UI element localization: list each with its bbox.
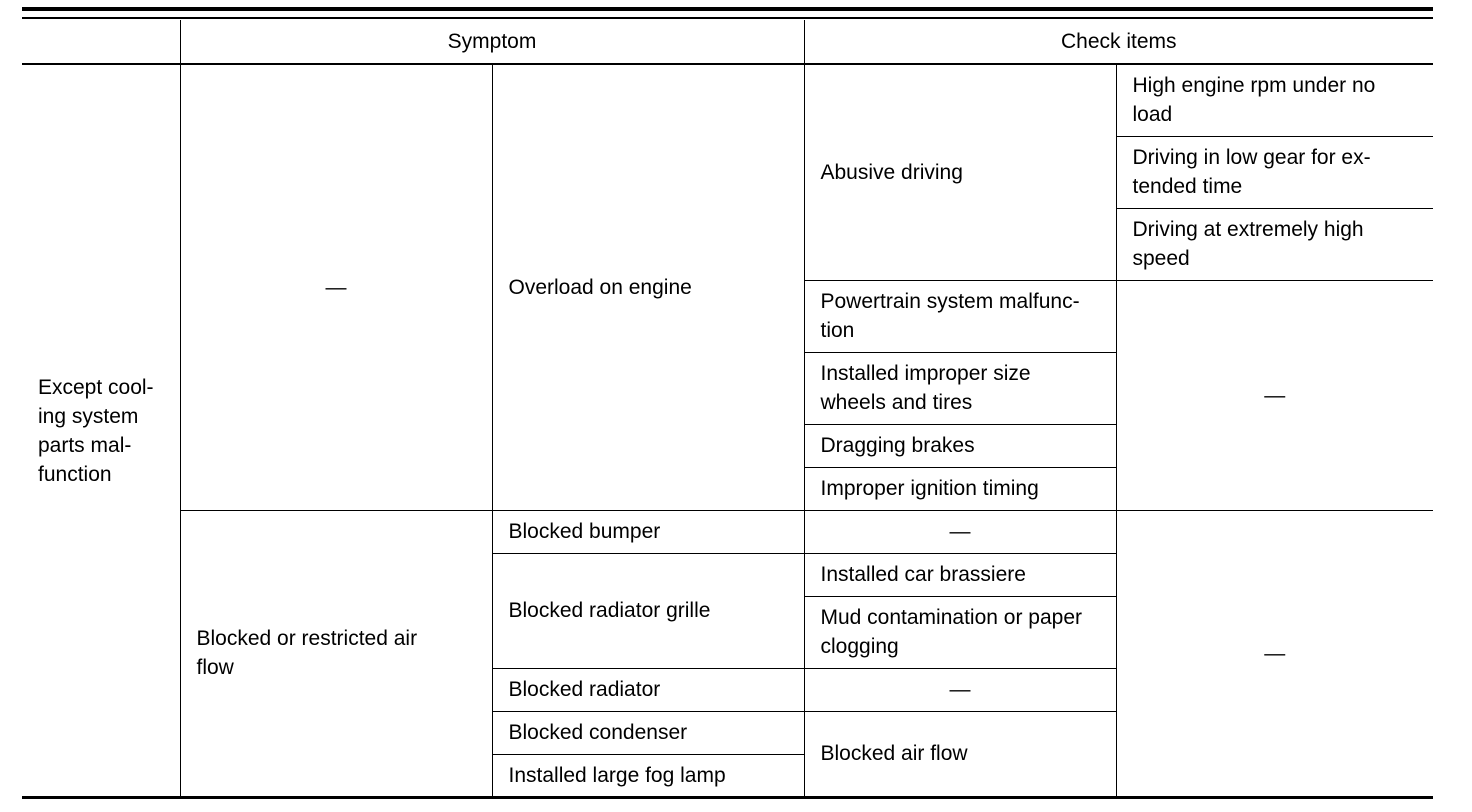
check-mud-contamination: Mud contamination or paper clogging xyxy=(804,596,1116,668)
bumper-check-dash: — xyxy=(804,510,1116,553)
check-car-brassiere: Installed car brassiere xyxy=(804,553,1116,596)
check-table xyxy=(22,20,1433,796)
abusive-driving-cell: Abusive driving xyxy=(804,64,1116,280)
radiator-check-dash: — xyxy=(804,668,1116,711)
symptom-blocked-grille: Blocked radiator grille xyxy=(492,553,804,668)
check-dragging-brakes: Dragging brakes xyxy=(804,424,1116,467)
group2-detail: — xyxy=(1116,510,1433,796)
abusive-item-3: Driving at extremely high speed xyxy=(1116,208,1433,280)
group1-other-detail: — xyxy=(1116,280,1433,510)
symptom-fog-lamp: Installed large fog lamp xyxy=(492,754,804,796)
group2-label: Blocked or restricted air flow xyxy=(180,510,492,796)
top-rule-thick xyxy=(22,7,1433,11)
group1-label: — xyxy=(180,64,492,510)
header-symptom: Symptom xyxy=(180,20,804,64)
bottom-rule xyxy=(22,796,1433,799)
group1-symptom: Overload on engine xyxy=(492,64,804,510)
abusive-item-2: Driving in low gear for ex- tended time xyxy=(1116,136,1433,208)
category-cell: Except cool- ing system parts mal- function xyxy=(22,64,180,796)
check-blocked-air-flow: Blocked air flow xyxy=(804,711,1116,796)
top-rule-thin xyxy=(22,17,1433,19)
check-powertrain: Powertrain system malfunc- tion xyxy=(804,280,1116,352)
check-ignition-timing: Improper ignition timing xyxy=(804,467,1116,510)
check-wheels-tires: Installed improper size wheels and tires xyxy=(804,352,1116,424)
header-check-items: Check items xyxy=(804,20,1433,64)
header-corner-cell xyxy=(22,20,180,64)
symptom-blocked-radiator: Blocked radiator xyxy=(492,668,804,711)
abusive-item-1: High engine rpm under no load xyxy=(1116,64,1433,136)
symptom-blocked-bumper: Blocked bumper xyxy=(492,510,804,553)
symptom-blocked-condenser: Blocked condenser xyxy=(492,711,804,754)
